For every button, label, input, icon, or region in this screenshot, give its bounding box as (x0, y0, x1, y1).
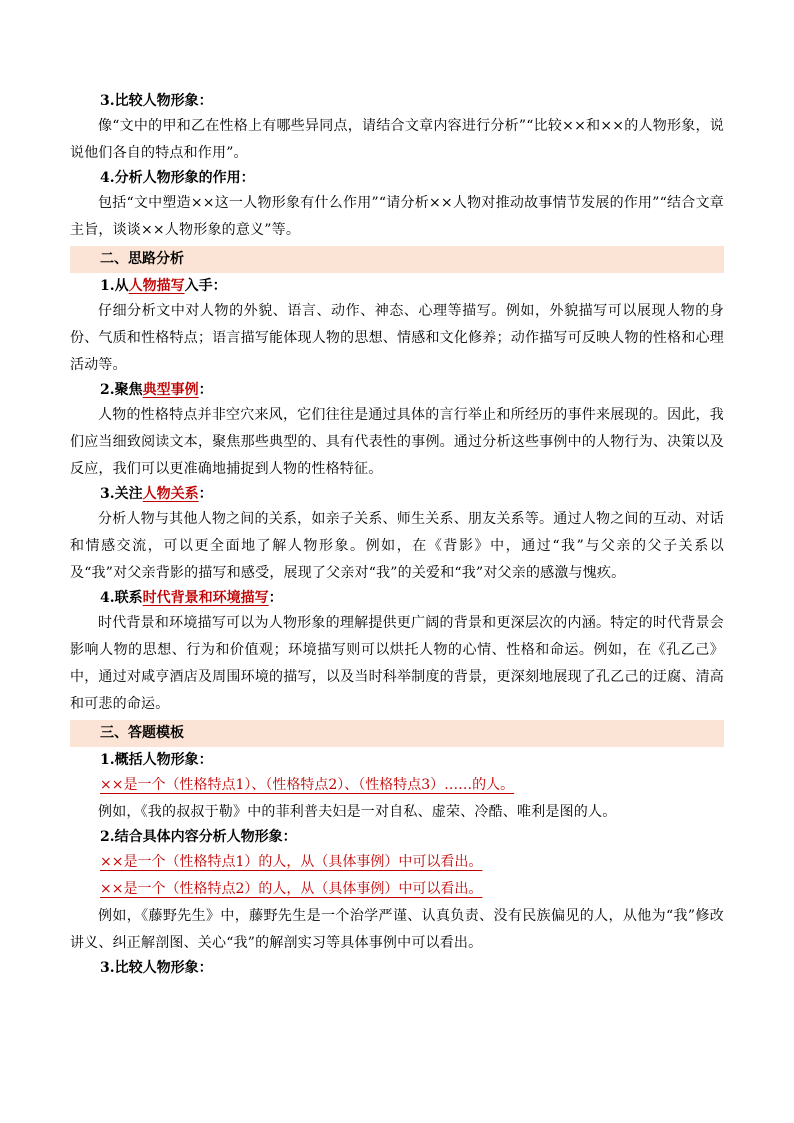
step2-prefix: 2.聚焦 (100, 382, 143, 398)
step1-heading (70, 275, 724, 298)
step3-keyword: 人物关系 (142, 486, 199, 502)
section-band-analysis: 二、思路分析 (70, 246, 724, 273)
document-page (70, 90, 724, 980)
compare-heading: 3.比较人物形象： (100, 93, 213, 109)
template1-heading: 1.概括人物形象： (100, 752, 213, 768)
step3-paragraph: 分析人物与其他人物之间的关系，如亲子关系、师生关系、朋友关系等。通过人物之间的互动、对话和情感交流，可以更全面地了解人物形象。例如，在《背影》中，通过“我”与父亲的父子关系以及“我”对父亲背影的描写和感受，展现了父亲对“我”的关爱和“我”对父亲的感激与愧疚。 (70, 511, 724, 581)
template3-heading: 3.比较人物形象： (100, 960, 213, 976)
compare-paragraph: 像“文中的甲和乙在性格上有哪些异同点，请结合文章内容进行分析”“比较××和××的人物形象，说说他们各自的特点和作用”。 (70, 118, 724, 161)
step2-heading (70, 379, 724, 402)
step1-prefix: 1.从 (100, 278, 129, 294)
template1-example: 例如，《我的叔叔于勒》中的菲利普夫妇是一对自私、虚荣、冷酷、唯利是图的人。 (98, 804, 617, 820)
step3-suffix: ： (198, 486, 213, 502)
role-heading: 4.分析人物形象的作用： (100, 170, 255, 186)
template2-pattern-2: ××是一个（性格特点2）的人，从（具体事例）中可以看出。 (100, 881, 483, 897)
step1-paragraph: 仔细分析文中对人物的外貌、语言、动作、神态、心理等描写。例如，外貌描写可以展现人物的身份、气质和性格特点；语言描写能体现人物的思想、情感和文化修养；动作描写可反映人物的性格和心理活动等。 (70, 303, 724, 373)
step4-suffix: ： (268, 590, 283, 606)
step1-suffix: 入手： (184, 278, 227, 294)
step3-heading (70, 483, 724, 506)
step2-suffix: ： (198, 382, 213, 398)
step4-keyword: 时代背景和环境描写 (142, 590, 269, 606)
step4-prefix: 4.联系 (100, 590, 143, 606)
step1-keyword: 人物描写 (128, 278, 185, 294)
template2-heading: 2.结合具体内容分析人物形象： (100, 829, 297, 845)
template1-pattern: ××是一个（性格特点1）、（性格特点2）、（性格特点3）……的人。 (100, 777, 515, 793)
step3-prefix: 3.关注 (100, 486, 143, 502)
template2-pattern-1: ××是一个（性格特点1）的人，从（具体事例）中可以看出。 (100, 854, 483, 870)
section-band-template: 三、答题模板 (70, 720, 724, 747)
step4-heading (70, 587, 724, 610)
template2-example: 例如，《藤野先生》中，藤野先生是一个治学严谨、认真负责、没有民族偏见的人，从他为“我”修改讲义、纠正解剖图、关心“我”的解剖实习等具体事例中可以看出。 (70, 908, 724, 951)
step2-paragraph: 人物的性格特点并非空穴来风，它们往往是通过具体的言行举止和所经历的事件来展现的。因此，我们应当细致阅读文本，聚焦那些典型的、具有代表性的事例。通过分析这些事例中的人物行为、决策以及反应，我们可以更准确地捕捉到人物的性格特征。 (70, 407, 724, 477)
step2-keyword: 典型事例 (142, 382, 199, 398)
role-paragraph: 包括“文中塑造××这一人物形象有什么作用”“请分析××人物对推动故事情节发展的作用”“结合文章主旨，谈谈××人物形象的意义”等。 (70, 195, 724, 238)
step4-paragraph: 时代背景和环境描写可以为人物形象的理解提供更广阔的背景和更深层次的内涵。特定的时代背景会影响人物的思想、行为和价值观；环境描写则可以烘托人物的心情、性格和命运。例如，在《孔乙己》中，通过对咸亨酒店及周围环境的描写，以及当时科举制度的背景，更深刻地展现了孔乙己的迂腐、清高和可悲的命运。 (70, 615, 724, 712)
